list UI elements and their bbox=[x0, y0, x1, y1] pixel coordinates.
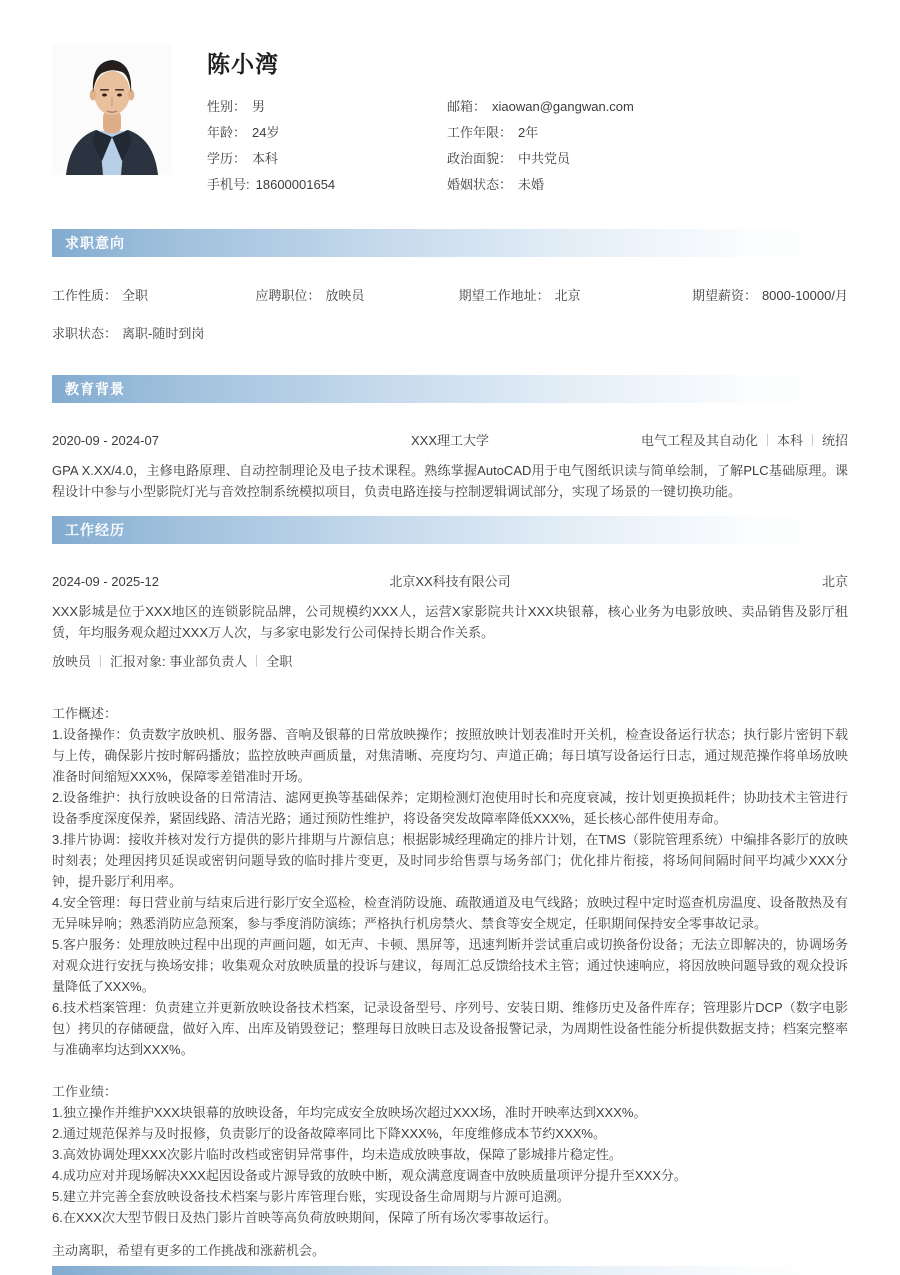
results-item: 4.成功应对并现场解决XXX起因设备或片源导致的放映中断，观众满意度调查中放映质量项评分提升至XXX分。 bbox=[52, 1168, 687, 1183]
results-item: 2.通过规范保养与及时报修，负责影厅的设备故障率同比下降XXX%，年度维修成本节约XXX%。 bbox=[52, 1126, 606, 1141]
results-item: 3.高效协调处理XXX次影片临时改档或密钥异常事件，均未造成放映事故，保障了影城排片稳定性。 bbox=[52, 1147, 622, 1162]
divider bbox=[100, 655, 101, 667]
info-label: 工作年限： bbox=[447, 124, 513, 140]
results-item: 6.在XXX次大型节假日及热门影片首映等高负荷放映期间，保障了所有场次零事故运行。 bbox=[52, 1210, 557, 1225]
intent-field-status bbox=[52, 323, 848, 342]
info-field-work-years bbox=[447, 122, 848, 141]
info-value: 男 bbox=[252, 98, 266, 114]
info-value: xiaowan@gangwan.com bbox=[492, 98, 634, 114]
field-value: 离职-随时到岗 bbox=[122, 326, 205, 341]
intent-field-location bbox=[459, 285, 689, 304]
portrait-photo-icon bbox=[52, 45, 172, 175]
overview-item: 3.排片协调：接收并核对发行方提供的影片排期与片源信息；根据影城经理确定的排片计划，在TMS（影院管理系统）中编排各影厅的放映时刻表；处理因拷贝延误或密钥问题导致的临时排片变更，及时同步给售票与场务部门；优化排片衔接，将场间间隔时间平均减少XXX分钟，提升影厅利用率。 bbox=[52, 832, 848, 889]
info-label: 年龄： bbox=[207, 124, 247, 140]
overview-item: 6.技术档案管理：负责建立并更新放映设备技术档案，记录设备型号、序列号、安装日期、维修历史及备件库存；管理影片DCP（数字电影包）拷贝的存储硬盘，做好入库、出库及销毁登记；整理每日放映日志及设备报警记录，为周期性设备性能分析提供数据支持；档案完整率与准确率均达到XXX%。 bbox=[52, 1000, 848, 1057]
education-school: XXX理工大学 bbox=[410, 433, 489, 448]
work-location: 北京 bbox=[821, 574, 848, 589]
info-label: 学历： bbox=[207, 150, 247, 166]
position-title: 放映员 bbox=[52, 654, 92, 669]
intent-field-job-nature bbox=[52, 285, 252, 304]
divider bbox=[767, 434, 768, 446]
intention-row bbox=[52, 285, 848, 304]
position-row bbox=[52, 651, 848, 670]
results-item: 5.建立并完善全套放映设备技术档案与影片库管理台账，实现设备生命周期与片源可追溯。 bbox=[52, 1189, 570, 1204]
education-degree: 本科 bbox=[776, 433, 803, 448]
report-to: 汇报对象: 事业部负责人 bbox=[110, 654, 248, 669]
results-item: 1.独立操作并维护XXX块银幕的放映设备，年均完成安全放映场次超过XXX场，准时开映率达到XXX%。 bbox=[52, 1105, 647, 1120]
info-label: 婚姻状态： bbox=[447, 176, 513, 192]
section-bar-work bbox=[52, 516, 848, 544]
section-bar-education bbox=[52, 375, 848, 403]
education-tags bbox=[609, 430, 848, 449]
info-value: 未婚 bbox=[518, 176, 545, 192]
work-period: 2024-09 - 2025-12 bbox=[52, 574, 159, 589]
work-company: 北京XX科技有限公司 bbox=[389, 574, 511, 589]
info-label: 手机号: bbox=[207, 176, 250, 192]
info-value: 2年 bbox=[518, 124, 539, 140]
overview-title: 工作概述： bbox=[52, 706, 118, 721]
resume-header bbox=[52, 0, 848, 196]
work-row bbox=[52, 571, 848, 590]
divider bbox=[256, 655, 257, 667]
section-bar-partial-bottom bbox=[52, 1266, 848, 1275]
info-label: 性别： bbox=[207, 98, 247, 114]
field-value: 全职 bbox=[122, 288, 149, 303]
field-value: 放映员 bbox=[325, 288, 365, 303]
info-field-age bbox=[207, 122, 447, 141]
info-value: 24岁 bbox=[252, 124, 280, 140]
info-field-political-status bbox=[447, 148, 848, 167]
leave-note: 主动离职，希望有更多的工作挑战和涨薪机会。 bbox=[52, 1243, 326, 1258]
intent-field-salary bbox=[692, 285, 848, 304]
education-period: 2020-09 - 2024-07 bbox=[52, 433, 159, 448]
overview-item: 1.设备操作：负责数字放映机、服务器、音响及银幕的日常放映操作；按照放映计划表准时开关机，检查设备运行状态；执行影片密钥下载与上传，确保影片按时解码播放；监控放映声画质量，对焦清晰、亮度均匀、声道正确；每日填写设备运行日志，通过规范操作将单场放映准备时间缩短XXX%，保障零差错准时开场。 bbox=[52, 727, 848, 784]
divider bbox=[812, 434, 813, 446]
section-title: 求职意向 bbox=[65, 235, 125, 251]
info-field-marital-status bbox=[447, 174, 848, 193]
section-title: 教育背景 bbox=[65, 381, 125, 397]
section-title: 工作经历 bbox=[65, 522, 125, 538]
info-value: 中共党员 bbox=[518, 150, 571, 166]
field-label: 期望薪资： bbox=[691, 288, 757, 303]
intent-field-position bbox=[255, 285, 455, 304]
header-info bbox=[207, 45, 848, 196]
info-label: 邮箱： bbox=[447, 98, 487, 114]
info-value: 本科 bbox=[252, 150, 279, 166]
candidate-photo bbox=[52, 45, 172, 175]
candidate-name: 陈小湾 bbox=[207, 51, 279, 77]
info-field-gender bbox=[207, 96, 447, 115]
field-label: 求职状态： bbox=[52, 326, 118, 341]
field-label: 期望工作地址： bbox=[458, 288, 550, 303]
info-field-email bbox=[447, 96, 848, 115]
field-label: 应聘职位： bbox=[255, 288, 321, 303]
company-intro: XXX影城是位于XXX地区的连锁影院品牌，公司规模约XXX人，运营X家影院共计XXX块银幕，核心业务为电影放映、卖品销售及影厅租赁，年均服务观众超过XXX万人次，与多家电影发行公司保持长期合作关系。 bbox=[52, 604, 848, 640]
education-description: GPA X.XX/4.0，主修电路原理、自动控制理论及电子技术课程。熟练掌握AutoCAD用于电气图纸识读与简单绘制，了解PLC基础原理。课程设计中参与小型影院灯光与音效控制系统模拟项目，负责电路连接与控制逻辑调试部分，实现了场景的一键切换功能。 bbox=[52, 463, 848, 499]
basic-info-grid bbox=[207, 92, 848, 196]
field-value: 8000-10000/月 bbox=[761, 288, 848, 303]
info-label: 政治面貌： bbox=[447, 150, 513, 166]
education-major: 电气工程及其自动化 bbox=[640, 433, 758, 448]
results-title: 工作业绩： bbox=[52, 1084, 118, 1099]
education-enrollment: 统招 bbox=[821, 433, 848, 448]
field-label: 工作性质： bbox=[52, 288, 118, 303]
info-field-education bbox=[207, 148, 447, 167]
field-value: 北京 bbox=[554, 288, 581, 303]
job-type: 全职 bbox=[266, 654, 293, 669]
info-value: 18600001654 bbox=[255, 176, 336, 192]
overview-item: 5.客户服务：处理放映过程中出现的声画问题，如无声、卡顿、黑屏等，迅速判断并尝试重启或切换备份设备；无法立即解决的，协调场务对观众进行安抚与换场安排；收集观众对放映质量的投诉与建议，每周汇总反馈给技术主管；通过快速响应，将因放映问题导致的观众投诉量降低了XXX%。 bbox=[52, 937, 848, 994]
info-field-phone bbox=[207, 174, 447, 193]
overview-item: 4.安全管理：每日营业前与结束后进行影厅安全巡检，检查消防设施、疏散通道及电气线路；放映过程中定时巡查机房温度、设备散热及有无异味异响；熟悉消防应急预案，参与季度消防演练；严格执行机房禁火、禁食等安全规定，任职期间保持安全零事故记录。 bbox=[52, 895, 848, 931]
overview-item: 2.设备维护：执行放映设备的日常清洁、滤网更换等基础保养；定期检测灯泡使用时长和亮度衰减，按计划更换损耗件；协助技术主管进行设备季度深度保养，紧固线路、清洁光路；通过预防性维护，将设备突发故障率降低XXX%，延长核心部件使用寿命。 bbox=[52, 790, 848, 826]
section-bar-intention bbox=[52, 229, 848, 257]
education-row bbox=[52, 430, 848, 449]
